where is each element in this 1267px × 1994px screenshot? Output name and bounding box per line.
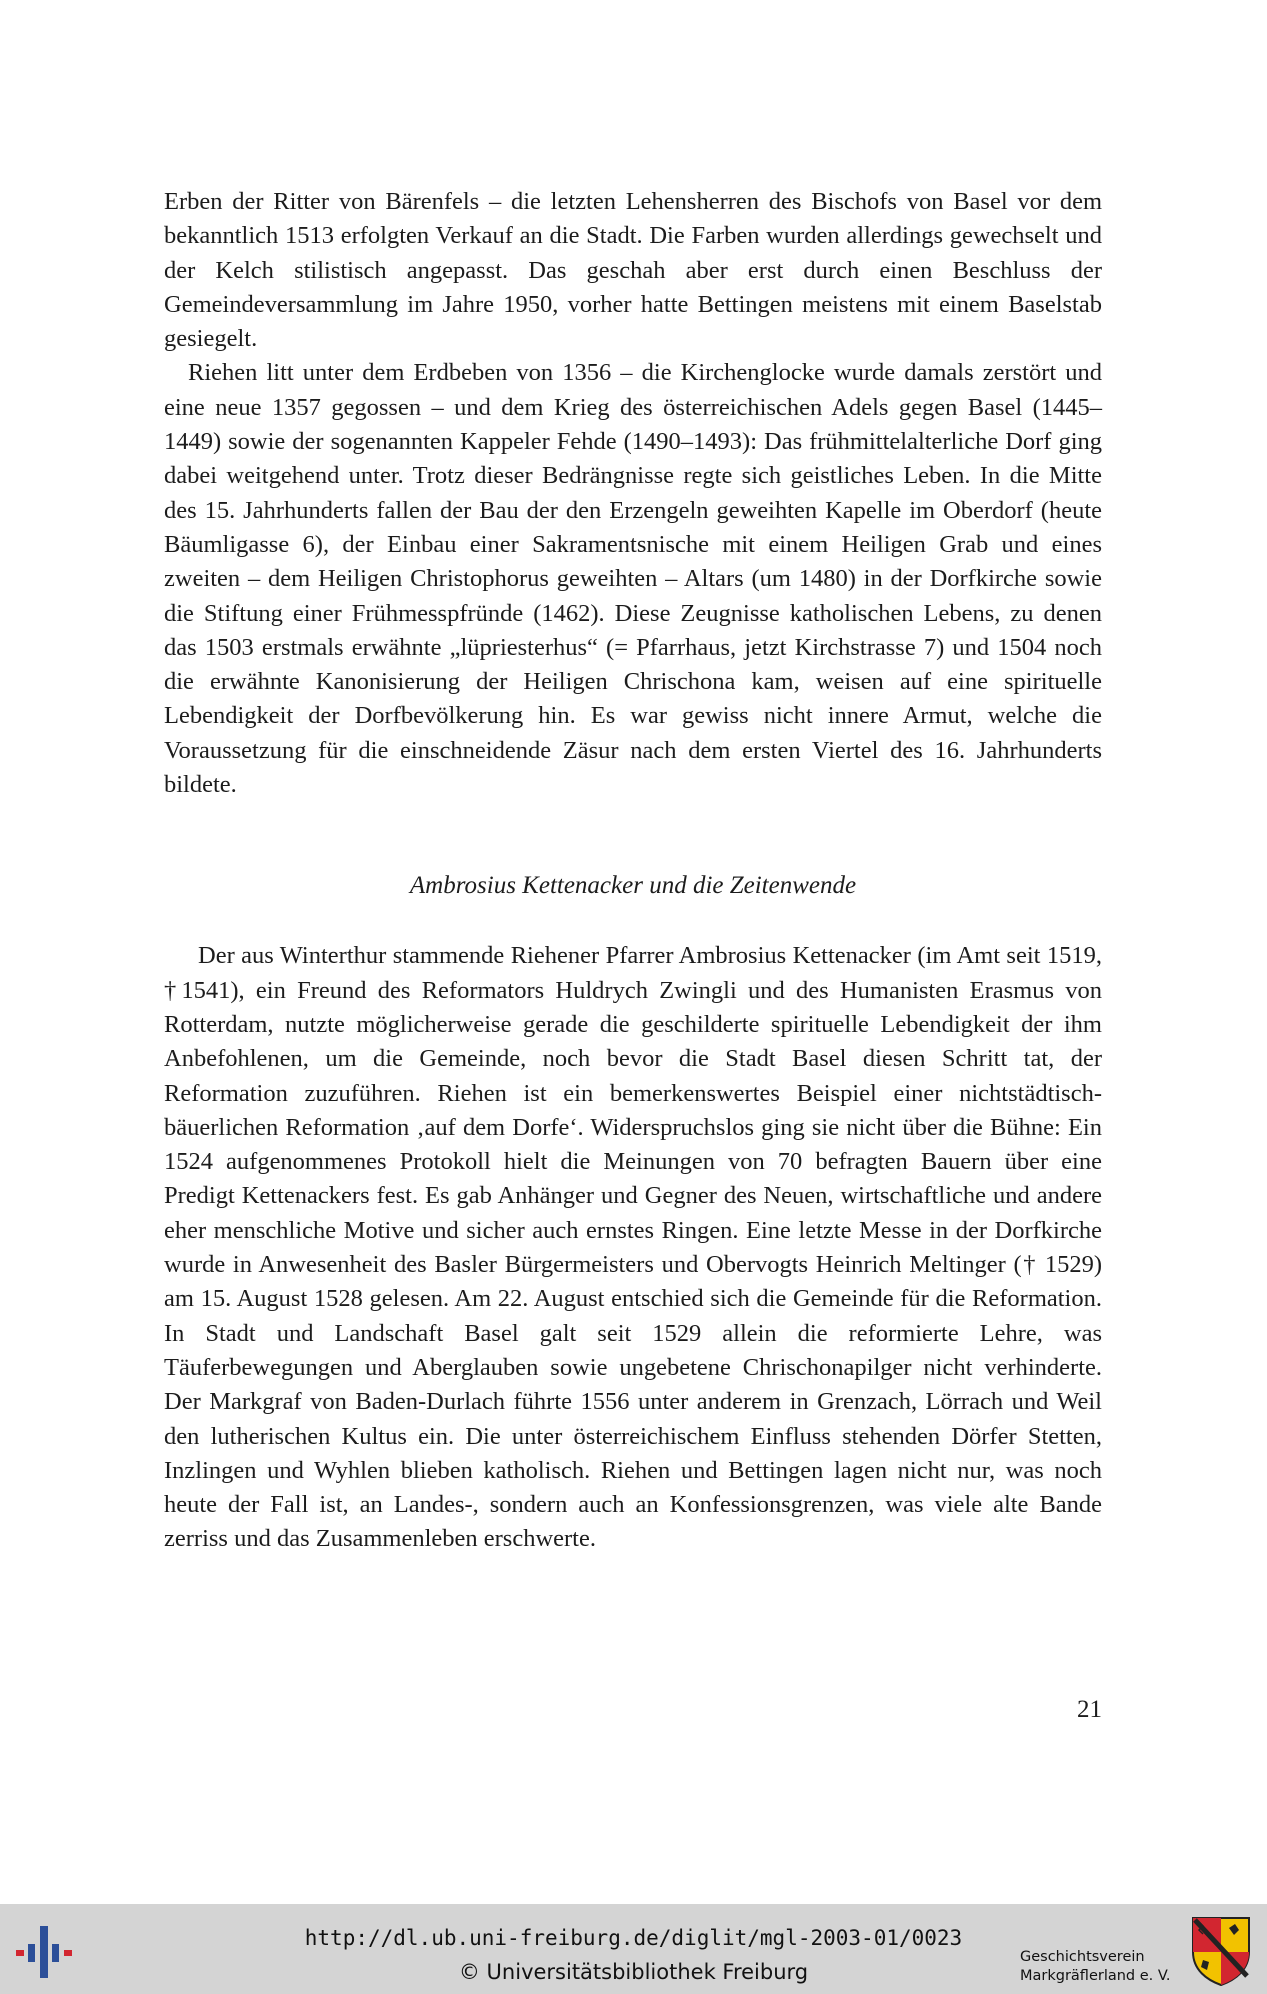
paragraph-kettenacker: Der aus Winterthur stammende Riehener Pfarrer Ambrosius Kettenacker (im Amt seit 1519, †1541), ein Freund des Reformators Huldrych Zwingli und des Humanisten Erasmus von Rotterdam, nutzte möglicherweise gerade die geschilderte spirituelle Lebendigkeit der ihm Anbefohlenen, um die Gemeinde, noch bevor die Stadt Basel diesen Schritt tat, der Reformation zuzuführen. Riehen ist ein bemerkenswertes Beispiel einer nichtstädtisch-bäuerlichen Reformation ‚auf dem Dorfe‘. Widerspruchslos ging sie nicht über die Bühne: Ein 1524 aufgenommenes Protokoll hielt die Meinungen von 70 befragten Bauern über eine Predigt Kettenackers fest. Es gab Anhänger und Gegner des Neuen, wirtschaftliche und andere eher menschliche Motive und sicher auch ernstes Ringen. Eine letzte Messe in der Dorfkirche wurde in Anwesenheit des Basler Bürgermeisters und Obervogts Heinrich Meltinger († 1529) am 15. August 1528 gelesen. Am 22. August entschied sich die Gemeinde für die Reformation. In Stadt und Landschaft Basel galt seit 1529 allein die reformierte Lehre, was Täuferbewegungen und Aberglauben sowie ungebetene Chrischonapilger nicht verhinderte. Der Markgraf von Baden-Durlach führte 1556 unter anderem in Grenzach, Lörrach und Weil den lutherischen Kultus ein. Die unter österreichischem Einfluss stehenden Dörfer Stetten, Inzlingen und Wyhlen blieben katholisch. Riehen und Bettingen lagen nicht nur, was noch heute der Fall ist, an Landes-, sondern auch an Konfessionsgrenzen, was viele alte Bande zerriss und das Zusammenleben erschwerte. <box>164 942 1102 1553</box>
footer-url-link[interactable]: http://dl.ub.uni-freiburg.de/diglit/mgl-2003-01/0023 <box>304 1926 963 1950</box>
footer-organization <box>1020 1948 1171 1986</box>
footer-org-suffix: Markgräflerland e. V. <box>1020 1968 1171 1984</box>
footer-copyright: © Universitätsbibliothek Freiburg <box>458 1960 809 1984</box>
paragraph-baerenfels: Erben der Ritter von Bärenfels – die letzten Lehensherren des Bischofs von Basel vor dem bekanntlich 1513 erfolgten Verkauf an die Stadt. Die Farben wurden allerdings gewechselt und der Kelch stilistisch angepasst. Das geschah aber erst durch einen Beschluss der Gemeindeversammlung im Jahre 1950, vorher hatte Bettingen meistens mit einem Baselstab gesiegelt. <box>164 188 1102 353</box>
page-body <box>164 185 1102 1557</box>
footer-bar <box>0 1904 1267 1994</box>
page-number: 21 <box>1077 1696 1102 1723</box>
footer-org-name: Geschichtsverein <box>1020 1949 1145 1965</box>
coat-of-arms-icon <box>1189 1914 1253 1988</box>
section-heading: Ambrosius Kettenacker und die Zeitenwende <box>409 872 857 900</box>
paragraph-riehen-history: Riehen litt unter dem Erdbeben von 1356 – die Kirchenglocke wurde damals zerstört und eine neue 1357 gegossen – und dem Krieg des österreichischen Adels gegen Basel (1445–1449) sowie der sogenannten Kappeler Fehde (1490–1493): Das frühmittelalterliche Dorf ging dabei weitgehend unter. Trotz dieser Bedrängnisse regte sich geistliches Leben. In die Mitte des 15. Jahrhunderts fallen der Bau der den Erzengeln geweihten Kapelle im Oberdorf (heute Bäumligasse 6), der Einbau einer Sakramentsnische mit einem Heiligen Grab und eines zweiten – dem Heiligen Christophorus geweihten – Altars (um 1480) in der Dorfkirche sowie die Stiftung einer Frühmesspfründe (1462). Diese Zeugnisse katholischen Lebens, zu denen das 1503 erstmals erwähnte „lüpriesterhus“ (= Pfarrhaus, jetzt Kirchstrasse 7) und 1504 noch die erwähnte Kanonisierung der Heiligen Chrischona kam, weisen auf eine spirituelle Lebendigkeit der Dorfbevölkerung hin. Es war gewiss nicht innere Armut, welche die Voraussetzung für die einschneidende Zäsur nach dem ersten Viertel des 16. Jahrhunderts bildete. <box>164 359 1102 799</box>
